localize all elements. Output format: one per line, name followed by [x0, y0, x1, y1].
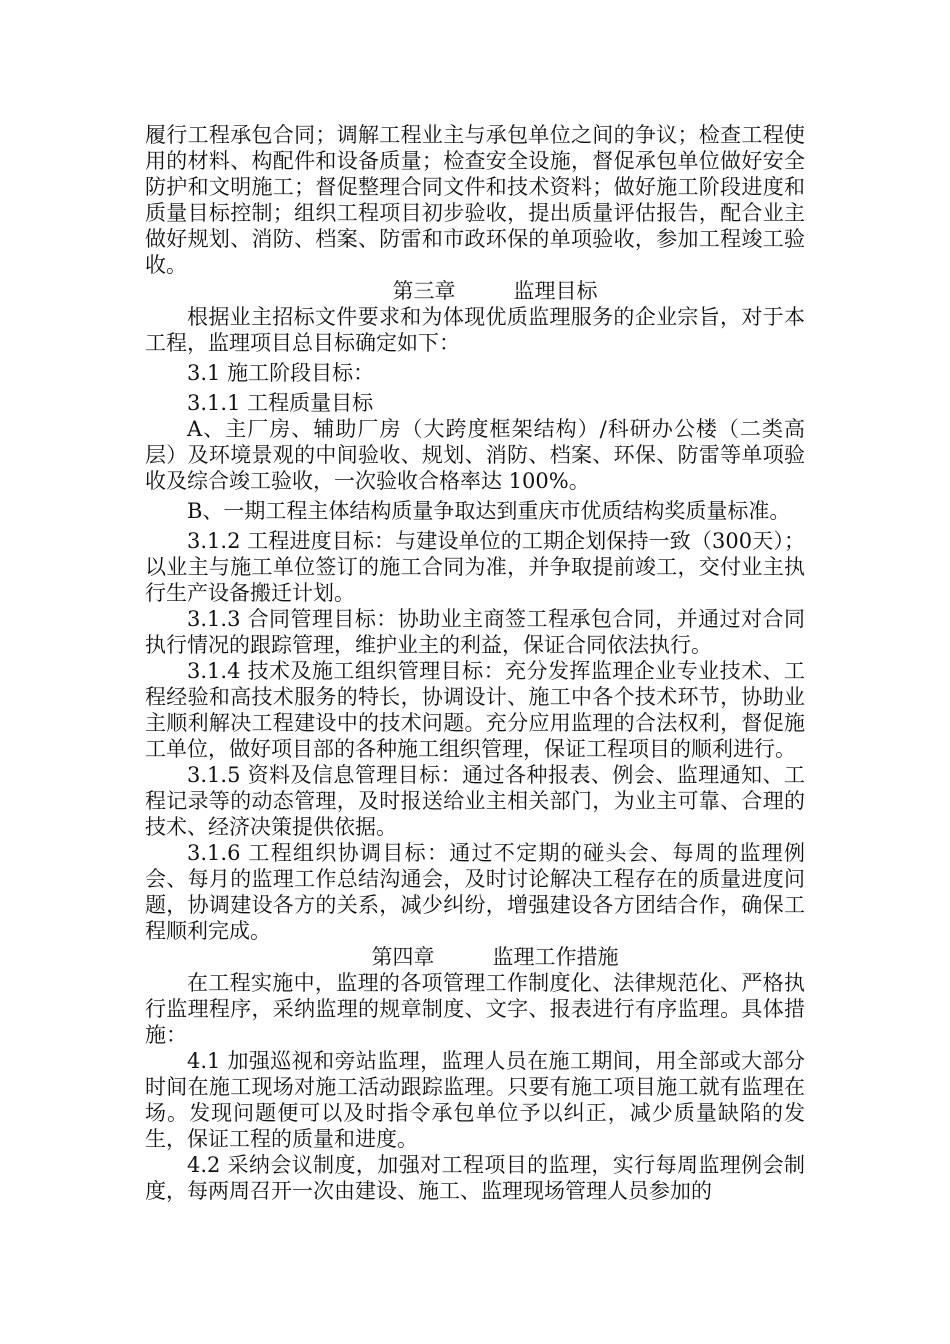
section-3-1-heading: 3.1 施工阶段目标： — [187, 361, 375, 385]
chapter-4-heading — [145, 944, 805, 970]
paragraph-quality-goal-a: A、主厂房、辅助厂房（大跨度框架结构）/科研办公楼（二类高层）及环境景观的中间验收、规划、消防、档案、环保、防雷等单项验收及综合竣工验收，一次验收合格率达 100%。 — [145, 417, 805, 493]
section-3-1-5-information-goal: 3.1.5 资料及信息管理目标：通过各种报表、例会、监理通知、工程记录等的动态管理，及时报送给业主相关部门，为业主可靠、合理的技术、经济决策提供依据。 — [145, 763, 805, 839]
section-3-1-1-heading: 3.1.1 工程质量目标 — [187, 391, 374, 415]
paragraph-quality-goal-b: B、一期工程主体结构质量争取达到重庆市优质结构奖质量标准。 — [187, 499, 791, 523]
paragraph-measures-intro: 在工程实施中，监理的各项管理工作制度化、法律规范化、严格执行监理程序，采纳监理的规章制度、文字、报表进行有序监理。具体措施： — [145, 971, 805, 1047]
document-page — [145, 122, 805, 1204]
chapter-4-title: 监理工作措施 — [492, 945, 619, 969]
chapter-3-title: 监理目标 — [513, 279, 598, 303]
section-3-1-3-contract-goal: 3.1.3 合同管理目标：协助业主商签工程承包合同，并通过对合同执行情况的跟踪管理，维护业主的利益，保证合同依法执行。 — [145, 607, 805, 657]
chapter-4-number: 第四章 — [371, 945, 435, 969]
section-3-1-2-schedule-goal: 3.1.2 工程进度目标：与建设单位的工期企划保持一致（300天）；以业主与施工单位签订的施工合同为准，并争取提前竣工，交付业主执行生产设备搬迁计划。 — [145, 529, 805, 605]
section-4-2-meetings: 4.2 采纳会议制度，加强对工程项目的监理，实行每周监理例会制度，每两周召开一次由建设、施工、监理现场管理人员参加的 — [145, 1153, 805, 1203]
section-3-1-6-coordination-goal: 3.1.6 工程组织协调目标：通过不定期的碰头会、每周的监理例会、每月的监理工作总结沟通会，及时讨论解决工程存在的质量进度问题，协调建设各方的关系，减少纠纷，增强建设各方团结合作，确保工程顺利完成。 — [145, 841, 805, 943]
paragraph-supervision-duties: 履行工程承包合同；调解工程业主与承包单位之间的争议；检查工程使用的材料、构配件和设备质量；检查安全设施，督促承包单位做好安全防护和文明施工；督促整理合同文件和技术资料；做好施工阶段进度和质量目标控制；组织工程项目初步验收，提出质量评估报告，配合业主做好规划、消防、档案、防雷和市政环保的单项验收，参加工程竣工验收。 — [145, 123, 805, 277]
chapter-3-heading — [145, 278, 805, 304]
section-3-1-4-technical-goal: 3.1.4 技术及施工组织管理目标：充分发挥监理企业专业技术、工程经验和高技术服务的特长，协调设计、施工中各个技术环节，协助业主顺利解决工程建设中的技术问题。充分应用监理的合法权利，督促施工单位，做好项目部的各种施工组织管理，保证工程项目的顺利进行。 — [145, 659, 805, 761]
section-4-1-inspection: 4.1 加强巡视和旁站监理，监理人员在施工期间，用全部或大部分时间在施工现场对施工活动跟踪监理。只要有施工项目施工就有监理在场。发现问题便可以及时指令承包单位予以纠正，减少质量缺陷的发生，保证工程的质量和进度。 — [145, 1049, 805, 1151]
paragraph-goal-intro: 根据业主招标文件要求和为体现优质监理服务的企业宗旨，对于本工程，监理项目总目标确定如下： — [145, 305, 805, 355]
chapter-3-number: 第三章 — [392, 279, 456, 303]
